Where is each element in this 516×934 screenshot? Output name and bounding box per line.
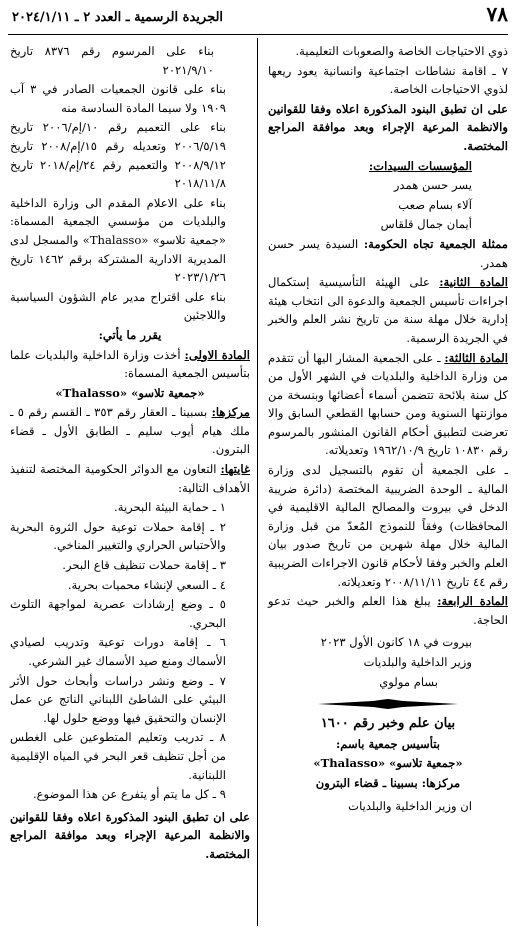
preamble: بناء على اقتراح مدير عام الشؤون السياسية واللاجئين (10, 289, 226, 323)
notice-title: بيان علم وخبر رقم ١٦٠٠ (320, 716, 456, 732)
paragraph: ذوي الاحتياجات الخاصة والصعوبات التعليمية. (295, 44, 508, 58)
goal-item: ٨ ـ تدريب وتعليم المتطوعين على الغطس من أجل تنظيف قعر البحر في المياه الإقليمية اللبنانية. (10, 730, 226, 782)
article-1-label: المادة الاولى: (184, 347, 250, 362)
goal-item: ١ ـ حماية البيئة البحرية. (114, 500, 226, 515)
paragraph: ٧ ـ اقامة نشاطات اجتماعية وانسانية يعود ريعها لذوي الاحتياجات الخاصة. (268, 63, 508, 97)
gazette-issue-title: الجريدة الرسمية ـ العدد ٢ ـ ٢٠٢٤/١/١١ (12, 10, 224, 25)
goals-label: غايتها: (220, 462, 251, 477)
preamble: بناء على المرسوم رقم ٨٣٧٦ تاريخ ٢٠٢١/٩/١٠ (10, 44, 214, 77)
section-separator-ornament (268, 699, 508, 709)
notice-subject: بتأسيس جمعية باسم: (336, 736, 440, 751)
minister-title: وزير الداخلية والبلديات (363, 655, 472, 669)
founder-name: أيمان جمال قلقاس (380, 217, 472, 232)
goal-item: ٧ ـ وضع ونشر دراسات وأبحاث حول الأثر البيئي على الشاطئ اللبناني الناتج عن عمل الإنسان والتحقيق فيها ووضع حلول لها. (10, 673, 226, 725)
representative-name: السيدة يسر حسن همدر. (268, 236, 508, 270)
issue-date: بيروت في ١٨ كانون الأول ٢٠٢٣ (320, 635, 472, 650)
representative-label: ممثلة الجمعية تجاه الحكومة: (363, 236, 508, 251)
preamble: بناء على قانون الجمعيات الصادر في ٣ آب ١٩٠٩ ولا سيما المادة السادسة منه (10, 82, 226, 115)
headquarters: مركزها: بسبينا ـ العقار رقم ٣٥٣ ـ القسم رقم ٥ ـ ملك هيام أيوب سليم ـ الطابق الأول ـ قضاء البترون. (10, 405, 251, 457)
goals: غايتها: التعاون مع الدوائر الحكومية المختصة لتنفيذ الأهداف التالية: (10, 462, 251, 495)
founder-name: يسر حسن همدر (393, 178, 472, 193)
article-4-label: المادة الرابعة: (437, 594, 509, 609)
notice-association-name: «جمعية تلاسو» «Thalasso» (313, 756, 463, 771)
decision-heading: يقرر ما يأتي: (98, 327, 162, 342)
notice-minister: ان وزير الداخلية والبلديات (348, 798, 472, 813)
article-1: المادة الاولى: أخذت وزارة الداخلية والبلديات علما بتأسيس الجمعية المسماة: (10, 347, 250, 381)
article-3-tax: ـ على الجمعية أن تقوم بالتسجيل لدى وزارة المالية ـ الوحدة الضريبية المختصة (دائرة ضريبة الدخل في بيروت والمصالح المالية الاقليمية في المحافظات) وفقاً للنموذج المُعدّ من قبل وزارة المالية خلال مهلة شهرين من تاريخ صدور بيان العلم والخبر وفقا لأحكام قانون الاجراءات الضريبية رقم ٤٤ تاريخ ٢٠٠٨/١١/١١ وتعديلاته. (268, 463, 508, 589)
goal-item: ٤ ـ السعي لإنشاء محميات بحرية. (67, 577, 226, 592)
right-column (268, 42, 508, 816)
page-number: ٧٨ (486, 2, 508, 26)
signer-name: بسام مولوي (379, 674, 438, 689)
page-header (8, 4, 508, 35)
goal-item: ٣ ـ إقامة حملات تنظيف قاع البحر. (62, 558, 226, 573)
article-2-label: المادة الثانية: (439, 275, 508, 290)
headquarters-label: مركزها: (211, 405, 251, 420)
preamble: بناء على التعميم رقم ١٠/إم/٢٠٠٦ تاريخ ٢٠٠٦/٥/١٩ وتعديله رقم ١٥/إم/٢٠٠٨ تاريخ ٢٠٠٨/٩/١٢ والتعميم رقم ٢٤/إم/٢٠١٨ تاريخ ٢٠١٨/١١/٨ (10, 120, 226, 191)
left-column (10, 42, 250, 865)
goal-item: ٢ ـ إقامة حملات توعية حول الثروة البحرية والأحتباس الحراري والتغيير المناخي. (10, 519, 226, 553)
conditions-paragraph: على ان تطبق البنود المذكورة اعلاه وفقا للقوانين والانظمة المرعية الإجراء وبعد موافقة المراجع المختصة. (268, 101, 508, 153)
notice-headquarters: مركزها: بسبينا ـ قضاء البترون (315, 775, 461, 790)
founder-name: آلاء بسام صعب (398, 197, 472, 212)
article-3-label: المادة الثالثة: (444, 350, 509, 365)
goal-item: ٩ ـ كل ما يتم أو يتفرع عن هذا الموضوع. (32, 787, 226, 802)
article-4: المادة الرابعة: يبلغ هذا العلم والخبر حيث تدعو الحاجة. (268, 594, 509, 627)
closing-conditions: على ان تطبق البنود المذكورة اعلاه وفقا للقوانين والانظمة المرعية الإجراء وبعد موافقة المراجع المختصة. (10, 809, 250, 861)
column-divider (257, 38, 258, 926)
goal-item: ٥ ـ وضع إرشادات عصرية لمواجهة التلوث البحري. (10, 597, 226, 630)
goal-item: ٦ ـ إقامة دورات توعية وتدريب لصيادي الأسماك ومنع صيد الأسماك غير الشرعي. (10, 635, 226, 668)
article-3: المادة الثالثة: ـ على الجمعية المشار اليها أن تتقدم من وزارة الداخلية والبلديات في الشهر الأول من كل سنة بلائحة تتضمن أسماء أعضائها وبنسخة من موازنتها السنوية ومن حسابها القطعي السابق والا تعرضت لتطبيق أحكام القانون المنشور بالمرسوم رقم ١٠٨٣٠ تاريخ ١٩٦٢/١٠/٩ وتعديلاته. (268, 350, 509, 458)
article-2: المادة الثانية: على الهيئة التأسيسية إستكمال اجراءات تأسيس الجمعية والدعوة الى انتخاب هيئة إدارية خلال مهلة سنة من تاريخ نشر العلم والخبر في الجريدة الرسمية. (268, 275, 508, 345)
association-name: «جمعية تلاسو» «Thalasso» (55, 385, 205, 400)
representative (268, 235, 508, 272)
preamble: بناء على الاعلام المقدم الى وزارة الداخلية والبلديات من مؤسسي الجمعية المسماة: «جمعية تلاسو» «Thalasso» والمسجل لدى المديرية الادارية المشتركة برقم ١٤٦٢ تاريخ ٢٠٢٣/١/٢٦ (10, 195, 226, 285)
founders-heading: المؤسسات السيدات: (368, 158, 472, 173)
